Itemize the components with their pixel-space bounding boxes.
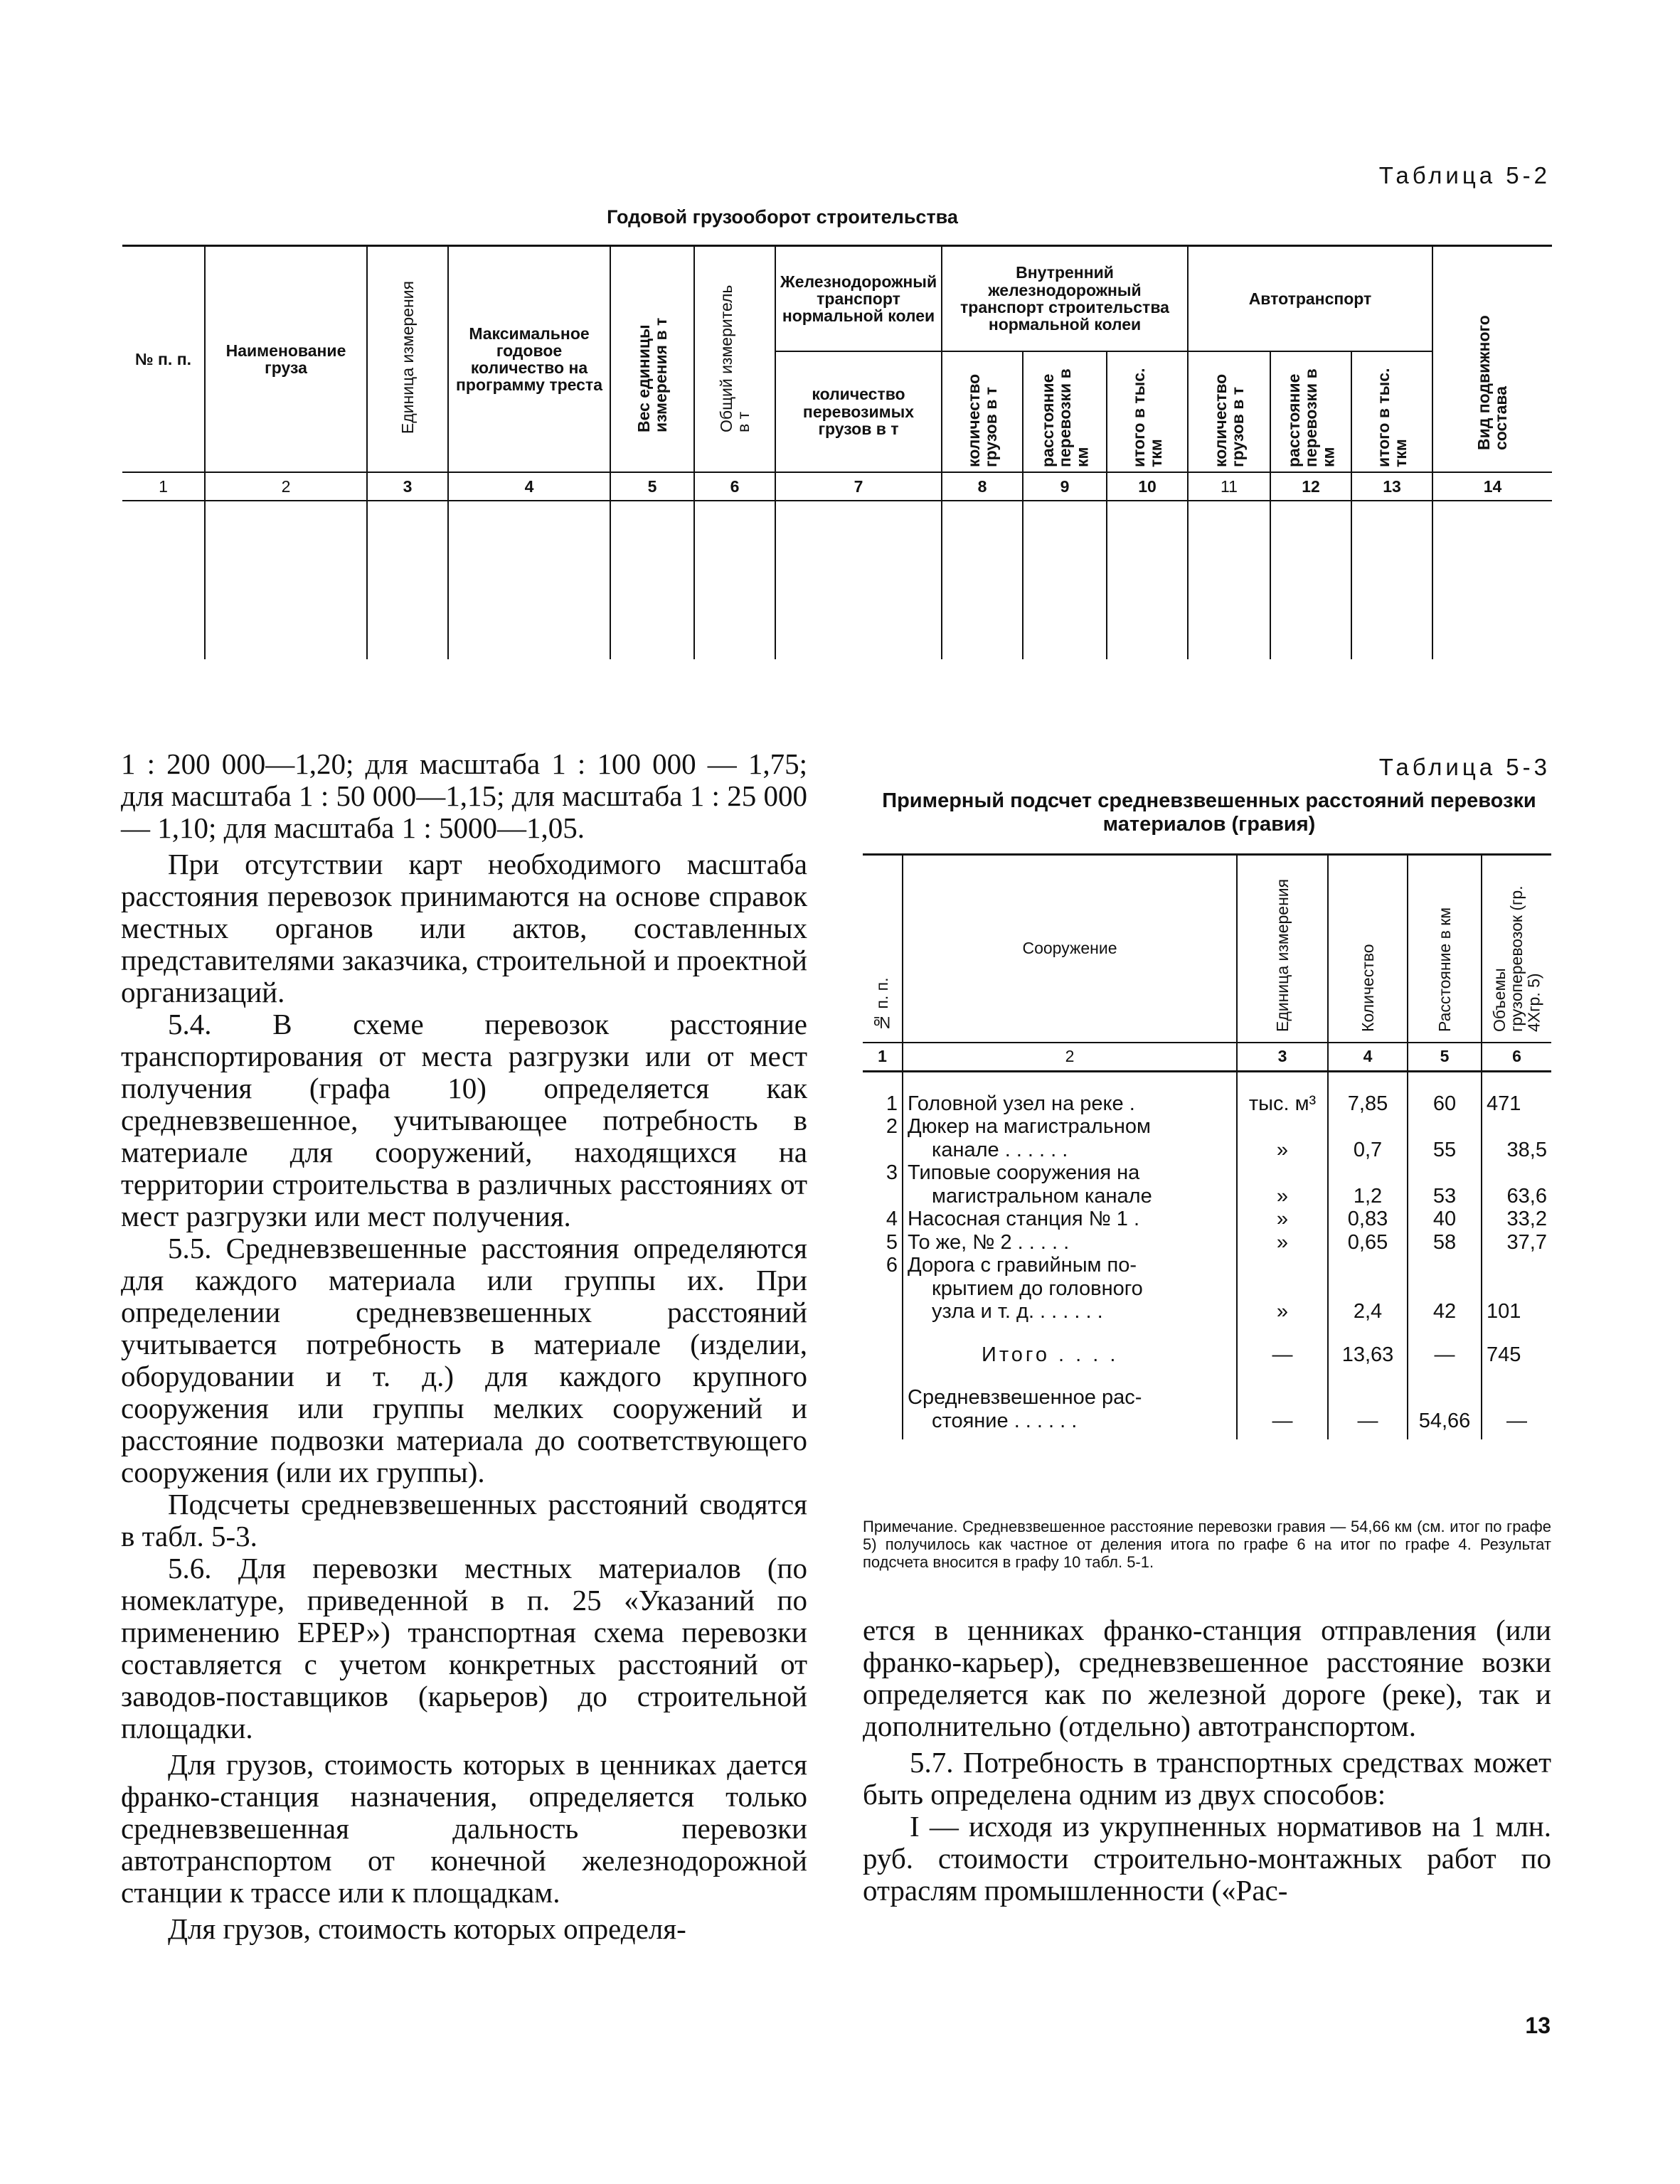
table-5-3: [863, 853, 1551, 1439]
table-5-3-title: Примерный подсчет средневзвешенных расстояний перевозки материалов (гравия): [882, 789, 1536, 836]
col-number: 2: [205, 472, 367, 501]
row-vol: 471: [1482, 1092, 1551, 1115]
col-number: 4: [1328, 1043, 1408, 1072]
col-auto-total-header: итого в тыс. ткм: [1373, 368, 1410, 467]
paragraph: 5.6. Для перевозки местных материалов (по номеклатуре, приведенной в п. 25 «Указаний по применению ЕРЕР») транспортная схема перевозки составляется с учетом конкретных расстояний от заводов-поставщиков (карьеров) до строительной площадки.: [121, 1552, 807, 1744]
col-number: 4: [448, 472, 610, 501]
col-unit-header: Единица измерения: [1272, 879, 1292, 1033]
row-name: крытием до головного: [932, 1277, 1143, 1300]
col-number: 13: [1351, 472, 1432, 501]
total-unit: —: [1237, 1343, 1328, 1366]
avg-qty: —: [1357, 1409, 1378, 1432]
row-dist: 55: [1432, 1138, 1457, 1161]
col-no-header: № п. п.: [873, 977, 892, 1033]
avg-vol: —: [1506, 1409, 1527, 1432]
col-max-header: Максимальное годовое количество на программу треста: [448, 246, 610, 472]
col-number: 1: [863, 1043, 903, 1072]
row-number: 4: [863, 1208, 903, 1230]
col-qty-header: Количество: [1358, 944, 1377, 1033]
total-label: Итого . . . .: [903, 1343, 1237, 1366]
col-inner-dist-header: расстояние перевозки в км: [1038, 368, 1092, 467]
col-struct-header: Сооружение: [903, 855, 1237, 1043]
paragraph: Для грузов, стоимость которых в ценниках дается франко-станция назначения, определяется только средневзвешенная дальность перевозки автотранспортом от конечной железнодорожной станции к трассе или к площадкам.: [121, 1748, 807, 1909]
row-name: Дорога с гравийным по-: [908, 1254, 1137, 1277]
row-name: То же, № 2 . . . . .: [903, 1231, 1237, 1254]
row-qty: 2,4: [1353, 1300, 1383, 1323]
col-name-header: Наименование груза: [205, 246, 367, 472]
table-row-average: [863, 1386, 1551, 1439]
row-unit: »: [1276, 1300, 1289, 1323]
table-row: [863, 1092, 1551, 1115]
col-number: 14: [1432, 472, 1552, 501]
col-number: 9: [1023, 472, 1107, 501]
table-row: [863, 1254, 1551, 1323]
table-row: [863, 1231, 1551, 1254]
col-inner-total-header: итого в тыс. ткм: [1129, 368, 1165, 467]
row-number: 2: [863, 1115, 903, 1161]
row-vol: 37,7: [1482, 1231, 1551, 1254]
left-text-column: [121, 748, 807, 1945]
page-number: 13: [1525, 2013, 1551, 2038]
paragraph: 5.7. Потребность в транспортных средствах может быть определена одним из двух способов:: [863, 1746, 1551, 1811]
col-vol-header: Объемы грузоперевозок (гр. 4Xгр. 5): [1490, 885, 1543, 1033]
col-rail-header: Железнодорожный транспорт нормальной колеи: [775, 246, 942, 351]
col-unit-header: Единица измерения: [398, 281, 417, 435]
col-number: 1: [122, 472, 205, 501]
col-number: 5: [1408, 1043, 1482, 1072]
col-kind-header: Вид подвижного состава: [1474, 314, 1511, 450]
col-number: 6: [1482, 1043, 1551, 1072]
paragraph: 1 : 200 000—1,20; для масштаба 1 : 100 000 — 1,75; для масштаба 1 : 50 000—1,15; для масштаба 1 : 25 000 — 1,10; для масштаба 1 : 5000—1,05.: [121, 747, 807, 844]
row-name: магистральном канале: [932, 1184, 1152, 1208]
row-dist: 60: [1408, 1092, 1482, 1115]
total-vol: 745: [1482, 1343, 1551, 1366]
right-text-column: [863, 1614, 1551, 1907]
col-inner-qty-header: количество грузов в т: [964, 373, 1000, 467]
avg-label: стояние . . . . . .: [932, 1409, 1078, 1432]
row-unit: »: [1276, 1138, 1289, 1161]
row-unit: »: [1276, 1184, 1289, 1208]
avg-label: Средневзвешенное рас-: [908, 1386, 1142, 1410]
col-number: 3: [367, 472, 448, 501]
row-number: 1: [863, 1092, 903, 1115]
table-row: [863, 1208, 1551, 1230]
avg-dist: 54,66: [1418, 1409, 1471, 1432]
row-dist: 42: [1432, 1300, 1457, 1323]
table-row-total: [863, 1343, 1551, 1366]
row-qty: 7,85: [1328, 1092, 1408, 1115]
col-number: 6: [694, 472, 775, 501]
col-no-header: № п. п.: [122, 246, 205, 472]
row-qty: 0,7: [1353, 1138, 1383, 1161]
row-qty: 0,65: [1328, 1231, 1408, 1254]
table-row: [122, 501, 1552, 659]
col-number: 12: [1270, 472, 1351, 501]
col-total-header: Общий измеритель в т: [716, 284, 753, 432]
col-number: 11: [1188, 472, 1270, 501]
paragraph: При отсутствии карт необходимого масштаба расстояния перевозок принимаются на основе справок местных органов или актов, составленных представителями заказчика, строительной и проектной организаций.: [121, 848, 807, 1008]
col-dist-header: Расстояние в км: [1435, 907, 1454, 1033]
col-number: 8: [942, 472, 1023, 501]
paragraph: Подсчеты средневзвешенных расстояний сводятся в табл. 5-3.: [121, 1488, 807, 1552]
row-name: узла и т. д. . . . . . .: [932, 1300, 1103, 1323]
table-row: [863, 1161, 1551, 1208]
col-weight-header: Вес единицы измерения в т: [634, 317, 670, 432]
col-number: 7: [775, 472, 942, 501]
paragraph: Для грузов, стоимость которых определя-: [168, 1912, 686, 1945]
paragraph: I — исходя из укрупненных нормативов на 1 млн. руб. стоимости строительно-монтажных работ по отраслям промышленности («Рас-: [863, 1810, 1551, 1907]
row-vol: 38,5: [1506, 1138, 1547, 1161]
col-number: 10: [1107, 472, 1188, 501]
row-number: 3: [863, 1161, 903, 1208]
paragraph: 5.4. В схеме перевозок расстояние транспортирования от места разгрузки или от мест получения (графа 10) определяется как средневзвешенное, учитывающее потребность в материале для сооружений, находящихся на территории строительства в различных расстояниях от мест разгрузки или мест получения.: [121, 1008, 807, 1232]
row-qty: 1,2: [1353, 1184, 1383, 1208]
col-rail-qty-header: количество перевозимых грузов в т: [775, 351, 942, 472]
table-5-3-note: Примечание. Средневзвешенное расстояние перевозки гравия — 54,66 км (см. итог по графе 5) получилось как частное от деления итога по графе 6 на итог по графе 4. Результат подсчета вносится в графу 10 табл. 5-1.: [863, 1518, 1551, 1571]
row-name: Типовые сооружения на: [908, 1161, 1140, 1185]
row-unit: »: [1237, 1231, 1328, 1254]
paragraph: 5.5. Средневзвешенные расстояния определяются для каждого материала или группы их. При определении средневзвешенных расстояний учитывается потребность в материале (изделии, оборудовании и т. д.) для каждого крупного сооружения или группы мелких сооружений и расстояние подвозки материала до соответствующего сооружения (или их группы).: [121, 1232, 807, 1488]
row-name: канале . . . . . .: [932, 1138, 1068, 1161]
row-unit: »: [1237, 1208, 1328, 1230]
row-name: Насосная станция № 1 .: [903, 1208, 1237, 1230]
col-auto-dist-header: расстояние перевозки в км: [1284, 368, 1338, 467]
row-vol: 101: [1487, 1300, 1521, 1323]
avg-unit: —: [1272, 1409, 1293, 1432]
col-inner-header: Внутренний железнодорожный транспорт строительства нормальной колеи: [942, 246, 1188, 351]
table-5-2-label: Таблица 5-2: [1378, 162, 1551, 188]
table-5-2-title: Годовой грузооборот строительства: [607, 206, 958, 228]
row-name: Головной узел на реке .: [903, 1092, 1237, 1115]
col-auto-header: Автотранспорт: [1188, 246, 1432, 351]
row-number: 6: [863, 1254, 903, 1323]
row-qty: 0,83: [1328, 1208, 1408, 1230]
row-number: 5: [863, 1231, 903, 1254]
col-auto-qty-header: количество грузов в т: [1211, 373, 1247, 467]
col-number: 2: [903, 1043, 1237, 1072]
paragraph: ется в ценниках франко-станция отправления (или франко-карьер), средневзвешенное расстояние возки определяется как по железной дороге (реке), так и дополнительно (отдельно) автотранспортом.: [863, 1614, 1551, 1742]
table-5-3-label: Таблица 5-3: [1378, 754, 1551, 780]
row-vol: 33,2: [1482, 1208, 1551, 1230]
row-dist: 58: [1408, 1231, 1482, 1254]
row-dist: 40: [1408, 1208, 1482, 1230]
col-number: 5: [610, 472, 694, 501]
row-dist: 53: [1432, 1184, 1457, 1208]
row-unit: тыс. м³: [1237, 1092, 1328, 1115]
table-5-2: [122, 245, 1552, 659]
table-row: [863, 1115, 1551, 1161]
total-dist: —: [1408, 1343, 1482, 1366]
row-name: Дюкер на магистральном: [908, 1115, 1151, 1139]
row-vol: 63,6: [1506, 1184, 1547, 1208]
total-qty: 13,63: [1328, 1343, 1408, 1366]
col-number: 3: [1237, 1043, 1328, 1072]
